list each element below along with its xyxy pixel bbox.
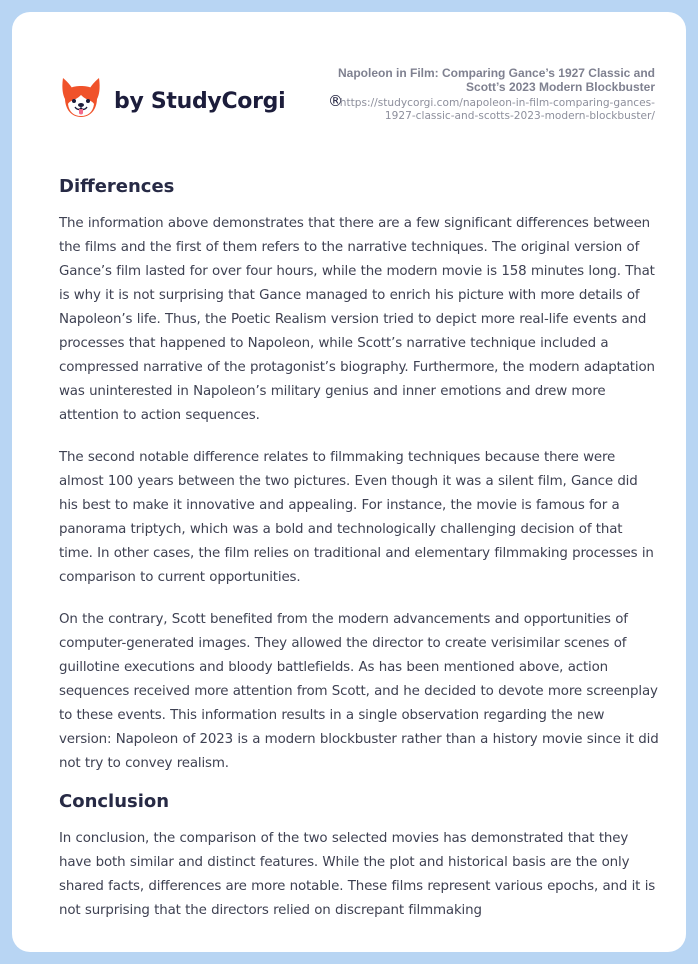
paragraph: On the contrary, Scott benefited from the modern advancements and opportunities of computer-generated images. They allowed the director to create verisimilar scenes of guillotine executions and bloody battlefields. As has been mentioned above, action sequences received more attention from Scott, and he decided to devote more screenplay to these events. This information results in a single observation regarding the new version: Napoleon of 2023 is a modern blockbuster rather than a history movie since it did not try to convey realism. (59, 612, 659, 771)
page-header (12, 12, 686, 152)
section-heading-conclusion: Conclusion (59, 791, 170, 812)
corgi-head-icon (60, 74, 102, 120)
logo-wordmark: by StudyCorgi (114, 88, 286, 114)
paragraph: In conclusion, the comparison of the two selected movies has demonstrated that they have both similar and distinct features. While the plot and historical basis are the only shared facts, differences are more notable. These films represent various epochs, and it is not surprising that the directors relied on discrepant filmmaking (59, 831, 656, 918)
studycorgi-logo[interactable] (60, 74, 343, 120)
paragraph: The second notable difference relates to filmmaking techniques because there were almost 100 years between the two pictures. Even though it was a silent film, Gance did his best to make it innovative and appealing. For instance, the movie is famous for a panorama triptych, which was a bold and technologically challenging decision of that time. In other cases, the film relies on traditional and elementary filmmaking processes in comparison to current opportunities. (59, 450, 654, 585)
document-meta (295, 66, 655, 123)
document-title (295, 66, 655, 94)
registered-mark: ® (328, 92, 343, 110)
paragraph: The information above demonstrates that there are a few significant differences between the films and the first of them refers to the narrative techniques. The original version of Gance’s film lasted for over four hours, while the modern movie is 158 minutes long. That is why it is not surprising that Gance managed to enrich his picture with more details of Napoleon’s life. Thus, the Poetic Realism version tried to depict more real-life events and processes that happened to Napoleon, while Scott’s narrative technique included a compressed narrative of the protagonist’s biography. Furthermore, the modern adaptation was uninterested in Napoleon’s military genius and inner emotions and drew more attention to action sequences. (59, 216, 655, 423)
document-url[interactable] (295, 97, 655, 123)
document-title-line-1: Napoleon in Film: Comparing Gance’s 1927 Classic and (338, 66, 655, 80)
document-url-line-1[interactable]: https://studycorgi.com/napoleon-in-film-comparing-gances- (339, 97, 655, 109)
article-body (59, 174, 659, 923)
section-heading-differences: Differences (59, 176, 175, 197)
document-url-line-2[interactable]: 1927-classic-and-scotts-2023-modern-blockbuster/ (384, 110, 655, 122)
document-page (12, 12, 686, 952)
document-title-line-2: Scott’s 2023 Modern Blockbuster (466, 80, 655, 94)
